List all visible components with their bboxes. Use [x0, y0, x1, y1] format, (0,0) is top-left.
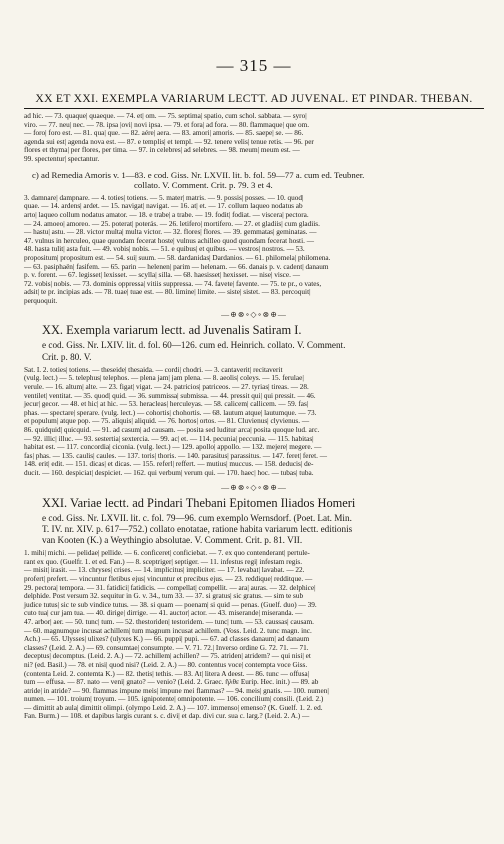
- text-line: profert| prefert. — vincuntur fletibus ejus| vincuntur et precibus ejus. — 23. reddique| redditque. —: [24, 574, 313, 583]
- text-line: 148. erit| edit. — 151. dicas| et dicas. — 155. referl| reffert. — mutius| muccus. — 158. deducis| de-: [24, 460, 314, 469]
- text-line: Fan. Burm.) — 108. et dapibus largis curant s. c. divi| et dap. divi cur. sua c. larg.? (Leid. 2. A.) —: [24, 712, 310, 721]
- variant-readings-block-2: [24, 194, 484, 306]
- source-note-line: van Kooten (K.) a Weythingio absolutae. V. Comment. Crit. p. 81. VII.: [42, 535, 303, 545]
- text-line: (contenta Leid. 2. contemta K.) — 82. thetis| tethis. — 83. At| litera A deest. — 86. tunc — offusa|: [24, 669, 310, 678]
- text-line: 47. vulnus in herculeo, quae quondam fecerat hoste| vulnus achilleo quod quondam fecerat hosti. —: [24, 236, 314, 245]
- text-line: Sat. I. 2. toties| totiens. — theseide| thesaida. — cordi| chodri. — 3. cantaverit| recitaverit: [24, 365, 283, 374]
- source-note-juvenal: [24, 340, 484, 362]
- text-line: — hastu| astu. — 28. victor multa| multa victor. — 32. flores| flores. — 39. gemmatas| geminatas. —: [24, 228, 317, 237]
- text-line: jecur| gecor. — 48. et hic| at hic. — 53. heracleas| herculeyas. — 58. calicem| callicem. — 59. fas|: [24, 400, 309, 409]
- text-line: 48. hasta tulit| asta fuit. — 49. vobis| nobis. — 51. e quibus| et quibus. — vestros| nostros. — 53.: [24, 245, 305, 254]
- source-note-line: T. IV. nr. XIV. p. 617—752.) collato enotatae, ratione habita variarum lectt. editionis: [42, 523, 353, 534]
- text-line: rant ex quo. (Guelfr. 1. et ed. Fan.) — 8. sceptriger| septiger. — 11. infestus regi| infestam regis.: [24, 557, 303, 566]
- text-line: p. v. forent. — 67. legisset| lexisset. — scylla| silla. — 68. haesisset| hexisset. — nise| visce. —: [24, 271, 300, 280]
- variant-readings-pindar: [24, 549, 484, 721]
- text-line: — 24. amoeo| amoreo. — 25. poterat| poterás. — 26. letifero| mortifero. — 27. et gladiis| cum gladiis.: [24, 219, 320, 228]
- text-line: numen. — 101. troium| troyum. — 105. ignipotente| omnipotente. — 106. concilium| consili. (Leid. 2.): [24, 695, 324, 704]
- text-line: ad hic. — 73. quaque| quaeque. — 74. et| om. — 75. septima| spatio, cum schol. sabbata. — syro|: [24, 112, 307, 120]
- text-line: delphide. Post versum 32. sequitur in G. v. 34., tum 33. — 37. si gratus| sic gratus. — sim te sub: [24, 592, 304, 601]
- text-line: (vulg. lect.) — 5. telephus| telephos. — plena jam| jam plena. — 8. aeolis| coleys. — 15. ferulae|: [24, 374, 304, 383]
- text-line: viro. — 77. neu| nec. — 78. ipsa |ovi| novi ipsa. — 79. et fora| ad fora. — 80. flammaque| que om.: [24, 120, 310, 129]
- page-number: — 315 —: [216, 56, 292, 75]
- text-line: quae. — 14. ardens| ardet. — 15. navigat| navigat. — 16. at| et. — 17. collum laqueo nodatus ab: [24, 202, 303, 211]
- text-line: flores et thyma| per flores, per tima. — 97. in celebres| ad selebres. — 98. meum| meum est. —: [24, 146, 300, 155]
- text-line: 99. spectentur| spectantur.: [24, 154, 100, 163]
- text-line: 47. arbor| aer. — 50. tunc| tum. — 52. thestoriden| testoridem. — tunc| tum. — 53. caussas| causam.: [24, 617, 314, 626]
- source-note-line: Crit. p. 80. V.: [42, 351, 92, 362]
- text-line: 3. damnare| dampnare. — 4. toties| totiens. — 5. mater| matris. — 9. possis| posses. — 10. quod|: [24, 193, 304, 202]
- source-note-pindar: [24, 513, 484, 547]
- source-note-line: collato. V. Comment. Crit. p. 79. 3 et 4.: [134, 180, 273, 191]
- text-line: — foro| foro est. — 81. qua| que. — 82. aére| aera. — 83. amori| amoris. — 85. saepe| se. — 86.: [24, 129, 304, 138]
- source-note-line: c) ad Remedia Amoris v. 1—83. e cod. Giss. Nr. LXVII. lit. b. fol. 59—77 a. cum ed. Teubner.: [32, 169, 365, 180]
- text-line: adsit| te pr. incipias ads. — 78. tuae| tuae est. — 80. limine| limite. — siste| sistet. — 83. percoquit|: [24, 288, 311, 297]
- text-line: habitat est. — 117. concordia| ciconia. (vulg. lect.) — 129. apollo| appollo. — 132. mejere| megere. —: [24, 443, 322, 452]
- running-head: XX ET XXI. EXEMPLA VARIARUM LECTT. AD JUVENAL. ET PINDAR. THEBAN.: [24, 92, 484, 109]
- section-heading-xx: XX. Exempla variarum lectt. ad Juvenalis Satiram I.: [42, 323, 302, 338]
- text-line: atride| in atride? — 90. flammas impune meis| impune mei flammas? — 94. meis| gnatis. — 100. numen|: [24, 686, 329, 695]
- text-line: — 92. illic| illuc. — 93. sestertia| sexterciа. — 99. ac| et. — 114. pecunia| peccunia. — 115. habitas|: [24, 434, 314, 443]
- text-line: fas| phas. — 135. caulis| caules. — 137. toris| thoris. — 140. parasitus| parassitus. — 147. feret| feret. —: [24, 451, 328, 460]
- text-line: — 60. magnumque incusat achillem| tum magnum incusat achillem. (Voss. Leid. 2. tunc magn. inc.: [24, 626, 312, 635]
- text-line: ventilet| ventitat. — 35. quod| quid. — 36. summissa| submissa. — 44. pressit qui| qui pressit. — 46.: [24, 391, 316, 400]
- source-note-remedia: [24, 170, 484, 191]
- text-line: perquoquit.: [24, 296, 58, 305]
- text-line: arto| laqueo collum nodatus amator. — 18. e trabe| a trabe. — 19. fodit| fodiat. — viscera| pectora.: [24, 210, 309, 219]
- text-line: deceptus| decomptus. (Leid. 2. A.) — 72. achillem| achillen? — 75. atriden| atridem? — qui nisi| et: [24, 652, 311, 661]
- text-line: ducit. — 160. despiciat| despiciet. — 162. qui verbum| verum qui. — 170. haec| hoc. — tubas| tuba.: [24, 469, 314, 477]
- text-line: et populum| atque pop. — 75. aliquis| aliquid. — 76. hortos| ortos. — 81. Cluvienus| clyvienus. —: [24, 417, 310, 426]
- source-note-line: e cod. Giss. Nr. LXIV. lit. d. fol. 60—126. cum ed. Heinrich. collato. V. Comment.: [42, 340, 346, 351]
- text-line: phas. — spectare| sperare. (vulg. lect.) — cohortis| chohortis. — 68. lautum atque| lautumque. — 73.: [24, 408, 317, 417]
- text-line: classes? (Leid. 2. A.) — 69. consumtae| consumpte. — V. 71. 72.| Inverso ordine G. 72. 71. — 71.: [24, 643, 309, 652]
- text-line: 72. vobis| nobis. — 73. dominis oppressa| vitiis suppressa. — 74. favete| favente. — 75. te pr., o vates,: [24, 279, 322, 288]
- text-line: Ach.) — 65. Ulysses| ulixes? (ulyxes K.) — 66. puppi| pupi. — 67. ad classes danaum| ad danaum: [24, 635, 310, 644]
- text-line: 1. mihi| michi. — pelidae| pellide. — 6. conficeret| conficiebat. — 7. ex quo contenderant| pertule-: [24, 549, 310, 558]
- text-line: — dimittit ab aula| dimittit olimpi. (olympo Leid. 2. A.) — 107. immenso| emenso? (K. Guelf. 1. 2. ed.: [24, 703, 323, 712]
- text-line: — 63. pasiphaën| fasifem. — 65. parin — helenen| parim — helenam. — 66. danais p. v. cadent| danaum: [24, 262, 329, 271]
- text-line: — misit| irasit. — 13. chryses| crises. — 14. implicitus| impliciter. — 17. levabat| lavabat. — 22.: [24, 566, 305, 575]
- ornament-divider: —⊕⊗∘◇∘⊗⊕—: [221, 482, 287, 492]
- text-line: propositum| propositum est. — 54. sui| suum. — 58. dardanidas| Dardanios. — 61. philomela| philomena.: [24, 253, 331, 262]
- text-line: ni? (ed. Basil.) — 78. et nisi| quod nisi? (Leid. 2. A.) — 80. contentus voce| contempta voce Giss.: [24, 660, 308, 669]
- ornament-divider: —⊕⊗∘◇∘⊗⊕—: [221, 310, 287, 320]
- source-note-line: e cod. Giss. Nr. LXVII. lit. c. fol. 79—96. cum exemplo Wernsdorf. (Poet. Lat. Min.: [42, 512, 352, 523]
- text-line: judice tutus| sic te sub vindice tutus. — 38. si quam — poenam| si quid — penas. (Guelf. duo) — 39.: [24, 600, 317, 609]
- text-line: cuto tua| cur jam tua. — 40. dirige| dirrige. — 41. auctor| actor. — 43. miserande| miseranda. —: [24, 609, 303, 618]
- variant-readings-juvenal: [24, 366, 484, 478]
- variant-readings-block-1: [24, 112, 484, 164]
- section-heading-xxi: XXI. Variae lectt. ad Pindari Thebani Epitomen Iliados Homeri: [42, 495, 356, 510]
- text-line: verule. — 16. altum| alte. — 23. figat| vigat. — 24. patricios| patriceos. — 27. tyrias| tireas. — 28.: [24, 383, 309, 392]
- text-line: agenda sui est| agenda nova est. — 87. e templis| et templ. — 92. tenere velis| tenue retis. — 96. per: [24, 137, 314, 146]
- text-line: tum — effusa. — 87. nato — veni| gnato? — venio? (Leid. 2. Graec. ἥλθε Eurip. Hec. init.) — 89. ab: [24, 678, 319, 687]
- text-line: 86. quidquid| quicquid. — 91. ad casum| ad causam. — posita sed luditur arca| posita quoque lud. arc.: [24, 426, 320, 435]
- text-line: 29. pectora| tempora. — 31. fatidici| fatidicis. — compellat| compellit. — ara| auras. — 32. delphice|: [24, 583, 316, 592]
